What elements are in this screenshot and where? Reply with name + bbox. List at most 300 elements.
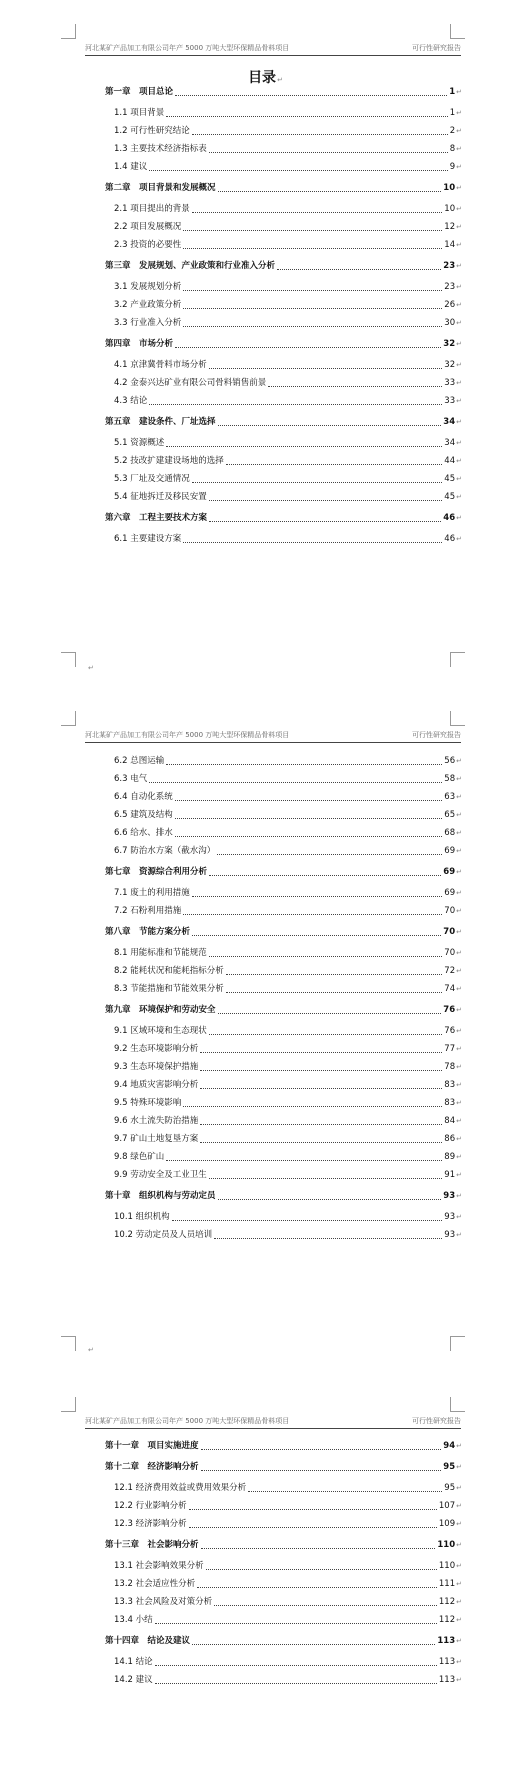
page-header — [85, 39, 461, 56]
toc-chapter-entry[interactable] — [105, 417, 462, 428]
toc-entry-page-number: 112 — [438, 1615, 456, 1625]
dot-leader — [192, 895, 443, 897]
toc-entry-page-number: 83 — [444, 1098, 456, 1108]
dot-leader — [218, 424, 442, 426]
dot-leader — [172, 1219, 443, 1221]
toc-section-entry[interactable] — [105, 300, 462, 311]
toc-entry-page-number: 45 — [444, 492, 456, 502]
toc-entry-label: 10.2 劳动定员及人员培训 — [114, 1230, 213, 1240]
dot-leader — [192, 211, 443, 213]
dot-leader — [217, 853, 442, 855]
dot-leader — [218, 1198, 442, 1200]
toc-section-entry[interactable] — [105, 456, 462, 467]
toc-entry-label: 第五章 建设条件、厂址选择 — [105, 417, 216, 427]
toc-section-entry[interactable] — [105, 318, 462, 329]
toc-section-entry[interactable] — [105, 774, 462, 785]
toc-entry-page-number: 10 — [443, 183, 456, 193]
header-right-text: 可行性研究报告 — [412, 44, 461, 52]
dot-leader — [192, 1643, 435, 1645]
toc-entry-label: 9.3 生态环境保护措施 — [114, 1062, 199, 1072]
toc-entry-label: 9.5 特殊环境影响 — [114, 1098, 182, 1108]
dot-leader — [226, 463, 443, 465]
paragraph-mark-icon: ↵ — [456, 1192, 462, 1200]
paragraph-mark-icon: ↵ — [456, 847, 462, 855]
paragraph-mark-icon: ↵ — [456, 184, 462, 192]
toc-entry-page-number: 26 — [444, 300, 456, 310]
paragraph-mark-icon: ↵ — [277, 76, 283, 84]
toc-entry-page-number: 76 — [443, 1005, 456, 1015]
toc-entry-page-number: 2 — [449, 126, 456, 136]
paragraph-mark-icon: ↵ — [456, 1081, 462, 1089]
toc-entry-page-number: 63 — [444, 792, 456, 802]
toc-section-entry[interactable] — [105, 1152, 462, 1163]
crop-mark — [61, 1397, 76, 1412]
paragraph-mark-icon: ↵ — [456, 493, 462, 501]
toc-entry-label: 第九章 环境保护和劳动安全 — [105, 1005, 216, 1015]
dot-leader — [192, 481, 443, 483]
toc-entry-label: 2.3 投资的必要性 — [114, 240, 182, 250]
toc-entry-label: 8.3 节能措施和节能效果分析 — [114, 984, 224, 994]
paragraph-mark-icon: ↵ — [456, 1598, 462, 1606]
dot-leader — [192, 133, 448, 135]
dot-leader — [189, 1508, 437, 1510]
paragraph-mark-icon: ↵ — [456, 475, 462, 483]
dot-leader — [209, 151, 448, 153]
toc-entry-label: 5.3 厂址及交通情况 — [114, 474, 190, 484]
dot-leader — [209, 874, 441, 876]
toc-entry-page-number: 76 — [444, 1026, 456, 1036]
paragraph-mark-icon: ↵ — [456, 301, 462, 309]
toc-chapter-entry[interactable] — [105, 1462, 462, 1473]
paragraph-mark-icon: ↵ — [456, 205, 462, 213]
toc-section-entry[interactable] — [105, 810, 462, 821]
paragraph-mark-icon: ↵ — [456, 457, 462, 465]
toc-entry-label: 2.2 项目发展概况 — [114, 222, 182, 232]
toc-section-entry[interactable] — [105, 1080, 462, 1091]
dot-leader — [218, 190, 442, 192]
toc-entry-label: 12.1 经济费用效益或费用效果分析 — [114, 1483, 247, 1493]
toc-entry-label: 9.9 劳动安全及工业卫生 — [114, 1170, 207, 1180]
toc-entry-label: 5.1 资源概述 — [114, 438, 165, 448]
toc-entry-page-number: 111 — [438, 1579, 456, 1589]
paragraph-mark-icon: ↵ — [456, 811, 462, 819]
toc-entry-page-number: 14 — [444, 240, 456, 250]
paragraph-mark-icon: ↵ — [456, 1171, 462, 1179]
toc-chapter-entry[interactable] — [105, 927, 462, 938]
toc-entry-label: 第十四章 结论及建议 — [105, 1636, 191, 1646]
toc-entry-label: 12.2 行业影响分析 — [114, 1501, 187, 1511]
toc-section-entry[interactable] — [105, 1657, 462, 1668]
dot-leader — [201, 1547, 436, 1549]
toc-entry-page-number: 58 — [444, 774, 456, 784]
toc-entry-label: 6.2 总图运输 — [114, 756, 165, 766]
paragraph-mark-icon: ↵ — [456, 1658, 462, 1666]
paragraph-mark-icon: ↵ — [456, 514, 462, 522]
dot-leader — [175, 817, 443, 819]
toc-entry-page-number: 70 — [444, 906, 456, 916]
toc-entry-label: 7.1 废土的利用措施 — [114, 888, 190, 898]
toc-entry-page-number: 113 — [438, 1657, 456, 1667]
toc-entry-page-number: 9 — [449, 162, 456, 172]
toc-entry-page-number: 113 — [438, 1675, 456, 1685]
paragraph-mark-icon: ↵ — [456, 775, 462, 783]
paragraph-mark-icon: ↵ — [456, 1520, 462, 1528]
paragraph-mark-icon: ↵ — [456, 868, 462, 876]
toc-entry-page-number: 46 — [443, 513, 456, 523]
toc-entry-page-number: 69 — [443, 867, 456, 877]
toc-section-entry[interactable] — [105, 204, 462, 215]
toc-entry-page-number: 110 — [437, 1540, 456, 1550]
toc-section-entry[interactable] — [105, 846, 462, 857]
header-left-text: 河北某矿产品加工有限公司年产 5000 万吨大型环保精品骨料项目 — [85, 1417, 290, 1425]
paragraph-mark-icon: ↵ — [456, 241, 462, 249]
paragraph-mark-icon: ↵ — [456, 1213, 462, 1221]
paragraph-mark-icon: ↵ — [456, 1117, 462, 1125]
toc-entry-page-number: 32 — [444, 360, 456, 370]
paragraph-mark-icon: ↵ — [456, 757, 462, 765]
toc-entry-page-number: 44 — [444, 456, 456, 466]
toc-entry-label: 第二章 项目背景和发展概况 — [105, 183, 216, 193]
paragraph-mark-icon: ↵ — [88, 1346, 94, 1354]
toc-entry-label: 5.2 技改扩建建设场地的选择 — [114, 456, 224, 466]
paragraph-mark-icon: ↵ — [456, 949, 462, 957]
toc-entry-label: 第十三章 社会影响分析 — [105, 1540, 199, 1550]
dot-leader — [155, 1682, 437, 1684]
dot-leader — [183, 1105, 442, 1107]
toc-entry-label: 5.4 征地拆迁及移民安置 — [114, 492, 207, 502]
toc-section-entry[interactable] — [105, 108, 462, 119]
dot-leader — [149, 169, 447, 171]
crop-mark — [61, 652, 76, 667]
toc-section-entry[interactable] — [105, 1501, 462, 1512]
dot-leader — [166, 115, 447, 117]
dot-leader — [183, 289, 442, 291]
dot-leader — [183, 541, 442, 543]
paragraph-mark-icon: ↵ — [456, 1616, 462, 1624]
toc-chapter-entry[interactable] — [105, 261, 462, 272]
dot-leader — [200, 1087, 442, 1089]
paragraph-mark-icon: ↵ — [456, 1484, 462, 1492]
toc-section-entry[interactable] — [105, 984, 462, 995]
toc-entry-page-number: 69 — [444, 846, 456, 856]
dot-leader — [183, 913, 442, 915]
dot-leader — [166, 763, 442, 765]
toc-chapter-entry[interactable] — [105, 1636, 462, 1647]
crop-mark — [61, 24, 76, 39]
dot-leader — [200, 1123, 442, 1125]
paragraph-mark-icon: ↵ — [456, 163, 462, 171]
toc-entry-label: 6.7 防治水方案（截水沟） — [114, 846, 216, 856]
toc-entry-label: 6.6 给水、排水 — [114, 828, 173, 838]
crop-mark — [450, 1336, 465, 1351]
dot-leader — [149, 403, 442, 405]
paragraph-mark-icon: ↵ — [456, 418, 462, 426]
toc-chapter-entry[interactable] — [105, 867, 462, 878]
crop-mark — [61, 1336, 76, 1351]
dot-leader — [149, 781, 442, 783]
toc-entry-label: 第十二章 经济影响分析 — [105, 1462, 199, 1472]
dot-leader — [218, 1012, 442, 1014]
toc-entry-page-number: 93 — [443, 1191, 456, 1201]
toc-entry-page-number: 107 — [438, 1501, 456, 1511]
toc-entry-page-number: 34 — [444, 438, 456, 448]
paragraph-mark-icon: ↵ — [456, 361, 462, 369]
toc-section-entry[interactable] — [105, 1483, 462, 1494]
toc-entry-label: 6.1 主要建设方案 — [114, 534, 182, 544]
paragraph-mark-icon: ↵ — [456, 1463, 462, 1471]
toc-section-entry[interactable] — [105, 438, 462, 449]
toc-chapter-entry[interactable] — [105, 1191, 462, 1202]
toc-chapter-entry[interactable] — [105, 339, 462, 350]
paragraph-mark-icon: ↵ — [456, 1027, 462, 1035]
toc-chapter-entry[interactable] — [105, 183, 462, 194]
toc-entry-page-number: 1 — [449, 87, 456, 97]
toc-entry-label: 第七章 资源综合利用分析 — [105, 867, 208, 877]
toc-section-entry[interactable] — [105, 360, 462, 371]
dot-leader — [206, 1568, 437, 1570]
toc-section-entry[interactable] — [105, 1615, 462, 1626]
toc-section-entry[interactable] — [105, 492, 462, 503]
toc-entry-page-number: 83 — [444, 1080, 456, 1090]
toc-entry-page-number: 84 — [444, 1116, 456, 1126]
paragraph-mark-icon: ↵ — [456, 793, 462, 801]
toc-entry-label: 3.2 产业政策分析 — [114, 300, 182, 310]
toc-chapter-entry[interactable] — [105, 1441, 462, 1452]
toc-entry-label: 14.1 结论 — [114, 1657, 153, 1667]
dot-leader — [197, 1586, 437, 1588]
dot-leader — [200, 1069, 442, 1071]
toc-entry-label: 9.4 地质灾害影响分析 — [114, 1080, 199, 1090]
toc-section-entry[interactable] — [105, 1519, 462, 1530]
toc-section-entry[interactable] — [105, 792, 462, 803]
toc-section-entry[interactable] — [105, 1116, 462, 1127]
toc-entry-page-number: 94 — [443, 1441, 456, 1451]
toc-entry-page-number: 69 — [444, 888, 456, 898]
dot-leader — [189, 1526, 437, 1528]
toc-section-entry[interactable] — [105, 240, 462, 251]
header-right-text: 可行性研究报告 — [412, 731, 461, 739]
toc-section-entry[interactable] — [105, 144, 462, 155]
toc-chapter-entry[interactable] — [105, 513, 462, 524]
header-left-text: 河北某矿产品加工有限公司年产 5000 万吨大型环保精品骨料项目 — [85, 44, 290, 52]
toc-entry-page-number: 23 — [444, 282, 456, 292]
paragraph-mark-icon: ↵ — [456, 907, 462, 915]
dot-leader — [248, 1490, 442, 1492]
dot-leader — [175, 835, 443, 837]
toc-chapter-entry[interactable] — [105, 1005, 462, 1016]
toc-page-2 — [10, 686, 521, 1358]
dot-leader — [268, 385, 442, 387]
dot-leader — [155, 1664, 437, 1666]
crop-mark — [450, 652, 465, 667]
toc-entry-label: 8.1 用能标准和节能规范 — [114, 948, 207, 958]
dot-leader — [200, 1051, 442, 1053]
toc-section-entry[interactable] — [105, 1098, 462, 1109]
toc-section-entry[interactable] — [105, 1675, 462, 1686]
paragraph-mark-icon: ↵ — [456, 379, 462, 387]
toc-entry-page-number: 93 — [444, 1230, 456, 1240]
toc-entry-page-number: 33 — [444, 378, 456, 388]
toc-entry-page-number: 89 — [444, 1152, 456, 1162]
toc-entry-page-number: 70 — [444, 948, 456, 958]
paragraph-mark-icon: ↵ — [456, 1135, 462, 1143]
toc-entry-label: 6.4 自动化系统 — [114, 792, 173, 802]
crop-mark — [61, 711, 76, 726]
paragraph-mark-icon: ↵ — [456, 340, 462, 348]
page-header — [85, 1412, 461, 1429]
toc-entry-label: 14.2 建议 — [114, 1675, 153, 1685]
toc-entry-page-number: 109 — [438, 1519, 456, 1529]
toc-section-entry[interactable] — [105, 1170, 462, 1181]
toc-entry-page-number: 1 — [449, 108, 456, 118]
paragraph-mark-icon: ↵ — [456, 262, 462, 270]
toc-section-entry[interactable] — [105, 1044, 462, 1055]
toc-entry-label: 9.8 绿色矿山 — [114, 1152, 165, 1162]
toc-entry-label: 第六章 工程主要技术方案 — [105, 513, 208, 523]
toc-entry-page-number: 12 — [444, 222, 456, 232]
toc-entry-page-number: 86 — [444, 1134, 456, 1144]
toc-section-entry[interactable] — [105, 396, 462, 407]
toc-section-entry[interactable] — [105, 1212, 462, 1223]
toc-section-entry[interactable] — [105, 282, 462, 293]
toc-entry-page-number: 112 — [438, 1597, 456, 1607]
toc-entry-label: 2.1 项目提出的背景 — [114, 204, 190, 214]
toc-entry-label: 7.2 石粉利用措施 — [114, 906, 182, 916]
paragraph-mark-icon: ↵ — [456, 889, 462, 897]
toc-entry-label: 6.3 电气 — [114, 774, 148, 784]
toc-entry-label: 第十章 组织机构与劳动定员 — [105, 1191, 216, 1201]
toc-entry-label: 1.1 项目背景 — [114, 108, 165, 118]
paragraph-mark-icon: ↵ — [456, 145, 462, 153]
toc-page-1 — [10, 0, 521, 672]
paragraph-mark-icon: ↵ — [456, 1231, 462, 1239]
paragraph-mark-icon: ↵ — [456, 1153, 462, 1161]
toc-section-entry[interactable] — [105, 756, 462, 767]
toc-section-entry[interactable] — [105, 378, 462, 389]
toc-entry-page-number: 74 — [444, 984, 456, 994]
toc-entry-label: 12.3 经济影响分析 — [114, 1519, 187, 1529]
toc-entry-page-number: 91 — [444, 1170, 456, 1180]
toc-entry-page-number: 95 — [444, 1483, 456, 1493]
toc-section-entry[interactable] — [105, 1062, 462, 1073]
toc-section-entry[interactable] — [105, 534, 462, 545]
toc-entry-label: 9.1 区域环境和生态现状 — [114, 1026, 207, 1036]
dot-leader — [192, 934, 441, 936]
toc-list — [105, 1441, 462, 1686]
paragraph-mark-icon: ↵ — [456, 223, 462, 231]
toc-entry-page-number: 65 — [444, 810, 456, 820]
toc-entry-page-number: 95 — [443, 1462, 456, 1472]
toc-entry-label: 10.1 组织机构 — [114, 1212, 170, 1222]
toc-entry-page-number: 72 — [444, 966, 456, 976]
toc-entry-page-number: 30 — [444, 318, 456, 328]
toc-section-entry[interactable] — [105, 222, 462, 233]
paragraph-mark-icon: ↵ — [456, 535, 462, 543]
paragraph-mark-icon: ↵ — [456, 397, 462, 405]
toc-entry-label: 13.4 小结 — [114, 1615, 153, 1625]
toc-entry-label: 9.2 生态环境影响分析 — [114, 1044, 199, 1054]
paragraph-mark-icon: ↵ — [456, 127, 462, 135]
dot-leader — [226, 973, 443, 975]
toc-chapter-entry[interactable] — [105, 87, 462, 98]
toc-entry-page-number: 46 — [444, 534, 456, 544]
paragraph-mark-icon: ↵ — [456, 1442, 462, 1450]
dot-leader — [183, 247, 442, 249]
toc-entry-label: 4.1 京津冀骨料市场分析 — [114, 360, 207, 370]
dot-leader — [183, 229, 442, 231]
paragraph-mark-icon: ↵ — [456, 1099, 462, 1107]
toc-section-entry[interactable] — [105, 126, 462, 137]
toc-entry-label: 第四章 市场分析 — [105, 339, 174, 349]
toc-section-entry[interactable] — [105, 948, 462, 959]
toc-entry-page-number: 56 — [444, 756, 456, 766]
toc-section-entry[interactable] — [105, 906, 462, 917]
dot-leader — [200, 1141, 442, 1143]
toc-entry-page-number: 77 — [444, 1044, 456, 1054]
toc-section-entry[interactable] — [105, 474, 462, 485]
toc-entry-page-number: 23 — [443, 261, 456, 271]
crop-mark — [450, 1397, 465, 1412]
dot-leader — [166, 445, 442, 447]
toc-section-entry[interactable] — [105, 1230, 462, 1241]
toc-list — [105, 749, 462, 1241]
dot-leader — [214, 1237, 442, 1239]
paragraph-mark-icon: ↵ — [456, 439, 462, 447]
toc-section-entry[interactable] — [105, 828, 462, 839]
toc-section-entry[interactable] — [105, 1597, 462, 1608]
dot-leader — [183, 307, 442, 309]
paragraph-mark-icon: ↵ — [456, 967, 462, 975]
dot-leader — [155, 1622, 437, 1624]
dot-leader — [175, 346, 441, 348]
toc-entry-label: 第十一章 项目实施进度 — [105, 1441, 199, 1451]
paragraph-mark-icon: ↵ — [456, 1006, 462, 1014]
toc-entry-page-number: 93 — [444, 1212, 456, 1222]
paragraph-mark-icon: ↵ — [456, 829, 462, 837]
toc-section-entry[interactable] — [105, 1579, 462, 1590]
paragraph-mark-icon: ↵ — [456, 109, 462, 117]
toc-entry-label: 6.5 建筑及结构 — [114, 810, 173, 820]
toc-entry-label: 3.3 行业准入分析 — [114, 318, 182, 328]
dot-leader — [214, 1604, 437, 1606]
dot-leader — [209, 1033, 443, 1035]
toc-entry-page-number: 8 — [449, 144, 456, 154]
paragraph-mark-icon: ↵ — [456, 928, 462, 936]
toc-entry-page-number: 33 — [444, 396, 456, 406]
toc-entry-page-number: 70 — [443, 927, 456, 937]
paragraph-mark-icon: ↵ — [456, 1063, 462, 1071]
toc-entry-page-number: 78 — [444, 1062, 456, 1072]
toc-entry-label: 第一章 项目总论 — [105, 87, 174, 97]
toc-title-text: 目录 — [248, 70, 277, 86]
toc-section-entry[interactable] — [105, 1026, 462, 1037]
toc-section-entry[interactable] — [105, 162, 462, 173]
toc-entry-label: 3.1 发展规划分析 — [114, 282, 182, 292]
dot-leader — [166, 1159, 442, 1161]
toc-section-entry[interactable] — [105, 1134, 462, 1145]
toc-section-entry[interactable] — [105, 888, 462, 899]
toc-chapter-entry[interactable] — [105, 1540, 462, 1551]
toc-section-entry[interactable] — [105, 1561, 462, 1572]
toc-entry-label: 8.2 能耗状况和能耗指标分析 — [114, 966, 224, 976]
toc-entry-page-number: 68 — [444, 828, 456, 838]
toc-entry-page-number: 34 — [443, 417, 456, 427]
paragraph-mark-icon: ↵ — [456, 1045, 462, 1053]
dot-leader — [175, 799, 443, 801]
toc-section-entry[interactable] — [105, 966, 462, 977]
toc-title — [10, 67, 521, 87]
toc-entry-page-number: 113 — [437, 1636, 456, 1646]
